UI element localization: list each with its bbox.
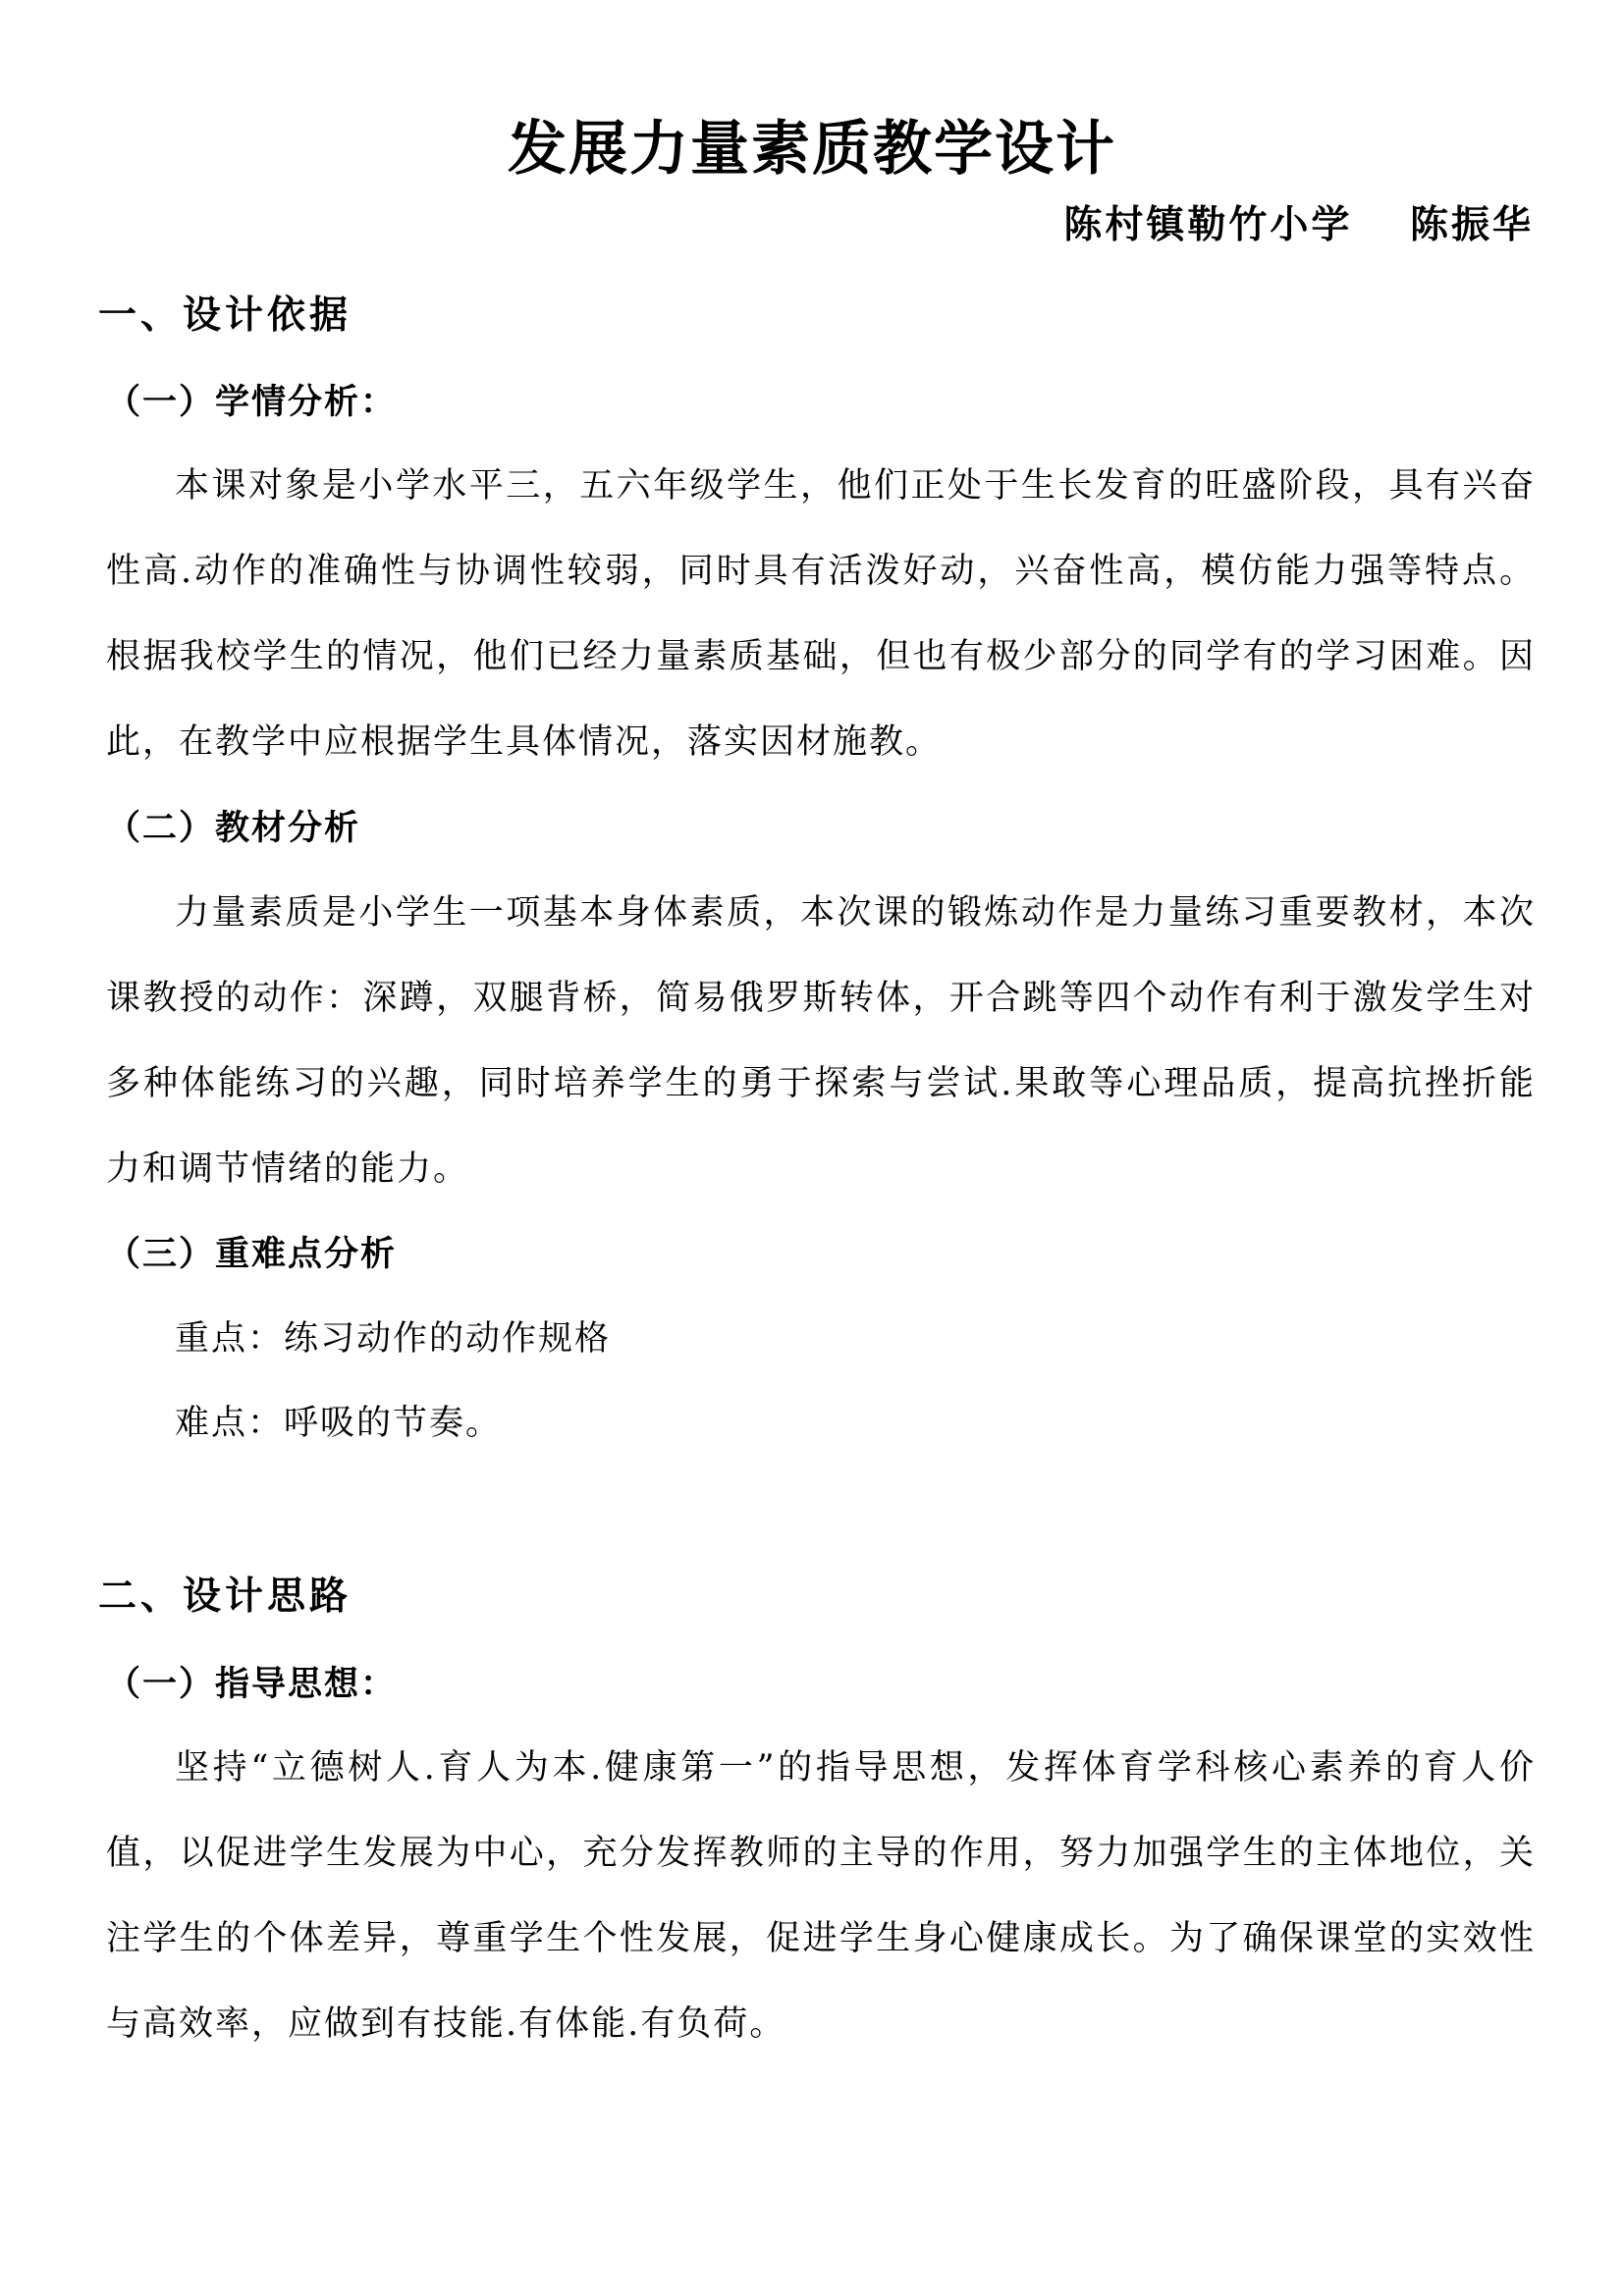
paragraph-student-analysis: 本课对象是小学水平三，五六年级学生，他们正处于生长发育的旺盛阶段，具有兴奋性高.动作的准确性与协调性较弱，同时具有活泼好动，兴奋性高，模仿能力强等特点。 根据我校学生的情况，他们已经力量素质基础，但也有极少部分的同学有的学习困难。因此，在教学中应根据学生具体情况，落实因材施教。 [106, 466, 1536, 762]
subsection-heading-key-difficulties: （三）重难点分析 [106, 1235, 398, 1274]
paragraph-material-analysis: 力量素质是小学生一项基本身体素质，本次课的锻炼动作是力量练习重要教材，本次课教授的动作：深蹲，双腿背桥，简易俄罗斯转体，开合跳等四个动作有利于激发学生对多种体能练习的兴趣，同时培养学生的勇于探索与尝试.果敢等心理品质，提高抗挫折能力和调节情绪的能力。 [106, 893, 1536, 1189]
difficulty-text: 难点：呼吸的节奏。 [175, 1404, 503, 1443]
section-heading-design-approach: 二、设计思路 [98, 1575, 352, 1619]
key-point-text: 重点：练习动作的动作规格 [175, 1319, 612, 1359]
author-line: 陈村镇勒竹小学 陈振华 [1063, 203, 1534, 247]
document-title: 发展力量素质教学设计 [508, 115, 1116, 184]
paragraph-guiding-ideology: 坚持“立德树人.育人为本.健康第一”的指导思想，发挥体育学科核心素养的育人价值，以促进学生发展为中心，充分发挥教师的主导的作用，努力加强学生的主体地位，关注学生的个体差异，尊重学生个性发展，促进学生身心健康成长。为了确保课堂的实效性与高效率，应做到有技能.有体能.有负荷。 [106, 1748, 1536, 2044]
subsection-heading-guiding-ideology: （一）指导思想： [106, 1665, 398, 1704]
section-heading-design-basis: 一、设计依据 [98, 294, 352, 338]
subsection-heading-student-analysis: （一）学情分析： [106, 383, 398, 422]
subsection-heading-material-analysis: （二）教材分析 [106, 809, 361, 848]
